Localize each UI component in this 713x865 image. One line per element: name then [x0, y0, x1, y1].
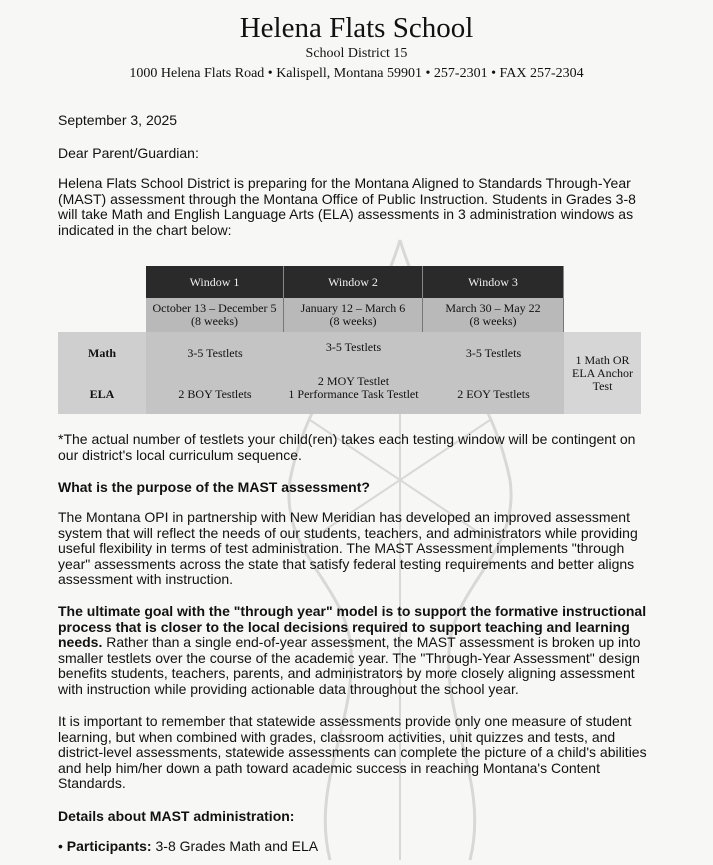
window-3-duration: (8 weeks) — [469, 314, 517, 328]
mast-schedule-table — [58, 266, 641, 414]
row-label-math: Math — [58, 332, 146, 374]
ela-window-2-moy: 2 MOY Testlet — [317, 374, 390, 388]
window-2-dates — [284, 298, 423, 332]
window-1-date-range: October 13 – December 5 — [152, 301, 277, 315]
testlet-footnote: *The actual number of testlets your child(ren) takes each testing window will be contingent on our district's local curriculum sequence. — [58, 431, 636, 463]
math-window-2: 3-5 Testlets — [284, 332, 423, 362]
school-address: 1000 Helena Flats Road • Kalispell, Montana 59901 • 257-2301 • FAX 257-2304 — [129, 66, 584, 81]
details-heading: Details about MAST administration: — [58, 808, 295, 824]
window-3-date-range: March 30 – May 22 — [445, 301, 541, 315]
window-3-dates — [423, 298, 564, 332]
goal-details: Rather than a single end-of-year assessment, the MAST assessment is broken up into smaller testlets over the course of the academic year. The "Through-Year Assessment" design benefits students, teachers, parents, and administrators by more closely aligning assessment with instruction while providing actionable data throughout the school year. — [58, 634, 641, 697]
anchor-line-1: 1 Math OR — [575, 352, 630, 367]
math-window-1: 3-5 Testlets — [146, 332, 284, 374]
window-3-header: Window 3 — [423, 266, 564, 298]
window-2-duration: (8 weeks) — [329, 314, 377, 328]
purpose-heading: What is the purpose of the MAST assessment? — [58, 479, 370, 495]
purpose-paragraph-2 — [58, 604, 650, 697]
ela-window-1: 2 BOY Testlets — [146, 374, 284, 414]
bullet: • — [58, 838, 67, 854]
math-window-3: 3-5 Testlets — [423, 332, 564, 374]
salutation: Dear Parent/Guardian: — [58, 145, 199, 161]
district-name: School District 15 — [305, 46, 408, 61]
window-2-header: Window 2 — [284, 266, 423, 298]
anchor-line-3: Test — [592, 378, 613, 393]
intro-paragraph: Helena Flats School District is preparing for the Montana Aligned to Standards Through-Year (MAST) assessment through the Montana Office of Public Instruction. Students in Grades 3-8 will take Math and English Language Arts (ELA) assessments in 3 administration windows as indicated in the chart below: — [58, 175, 636, 238]
participants-value: 3-8 Grades Math and ELA — [151, 838, 319, 854]
window-2-date-range: January 12 – March 6 — [300, 301, 406, 315]
purpose-paragraph-3: It is important to remember that statewide assessments provide only one measure of student learning, but when combined with grades, classroom activities, unit quizzes and tests, and district-level assessments, statewide assessments can complete the picture of a child's abilities and help him/her down a path toward academic success in reaching Montana's Content Standards. — [58, 713, 647, 791]
participants-label: Participants: — [66, 838, 152, 854]
letter-date: September 3, 2025 — [58, 112, 178, 128]
purpose-paragraph-1: The Montana OPI in partnership with New Meridian has developed an improved assessment system that will reflect the needs of our students, teachers, and administrators while providing useful flexibility in terms of test administration. The MAST Assessment implements "through year" assessments across the state that satisfy federal testing requirements and better aligns assessment with instruction. — [58, 509, 638, 587]
window-1-dates — [146, 298, 284, 332]
row-label-ela: ELA — [58, 374, 146, 414]
goal-statement: The ultimate goal with the "through year" model is to support the formative instructional process that is closer to the local decisions required to support teaching and learning needs. — [58, 603, 647, 650]
participants-line — [58, 839, 650, 855]
window-1-duration: (8 weeks) — [191, 314, 238, 328]
ela-window-2-performance: 1 Performance Task Testlet — [288, 387, 419, 401]
ela-window-3: 2 EOY Testlets — [423, 374, 564, 414]
ela-window-2 — [284, 362, 423, 414]
anchor-test-note — [564, 332, 641, 414]
window-1-header: Window 1 — [146, 266, 284, 298]
school-name: Helena Flats School — [239, 12, 474, 44]
anchor-line-2: ELA Anchor — [572, 365, 633, 380]
